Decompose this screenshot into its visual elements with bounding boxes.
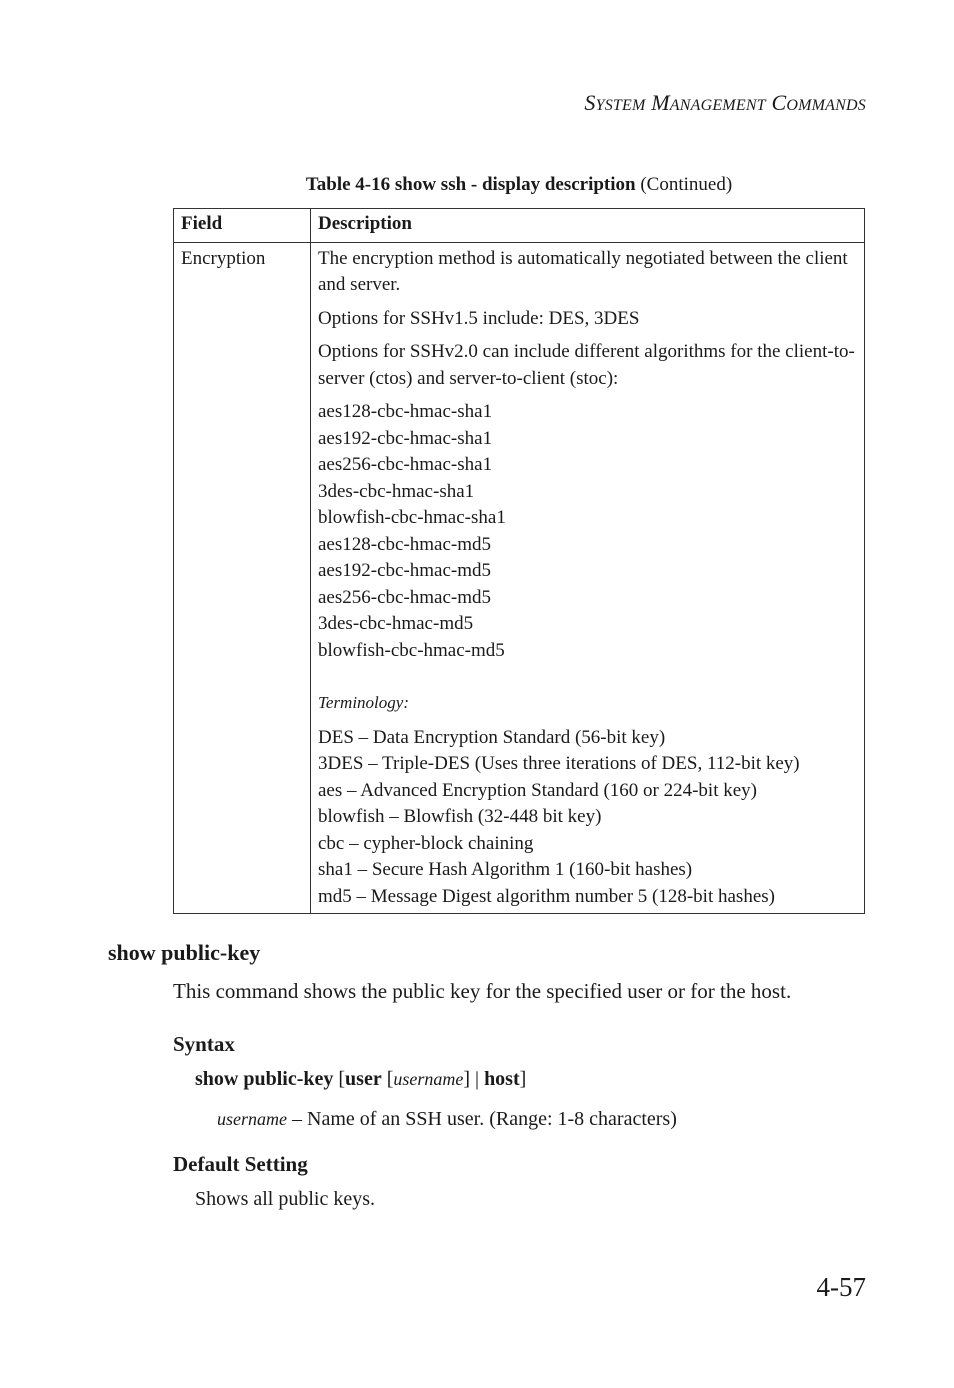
table-caption-label: Table 4-16 show ssh - display description: [305, 174, 636, 195]
table-caption: [174, 174, 864, 196]
syntax-bracket: ] |: [463, 1068, 485, 1090]
terminology-item: 3DES – Triple-DES (Uses three iterations of DES, 112-bit key): [318, 753, 800, 774]
description-table: [173, 208, 865, 914]
spacer: [318, 664, 857, 688]
terminology-item: DES – Data Encryption Standard (56-bit key): [318, 726, 666, 748]
algorithm-list: [318, 399, 857, 664]
default-setting-heading: Default Setting: [173, 1152, 308, 1176]
column-header-field: Field: [174, 209, 311, 243]
syntax-bracket: [: [333, 1068, 346, 1090]
field-cell: Encryption: [174, 242, 311, 914]
algorithm-item: blowfish-cbc-hmac-md5: [318, 639, 505, 661]
syntax-heading: Syntax: [173, 1032, 235, 1056]
syntax-username-param: username: [393, 1069, 464, 1089]
description-cell: [311, 242, 865, 914]
running-head: SYSTEM MANAGEMENT COMMANDS: [584, 90, 866, 115]
table-caption-suffix: (Continued): [640, 174, 733, 195]
parameter-name: username: [217, 1109, 287, 1129]
syntax-bracket: ]: [519, 1068, 527, 1090]
algorithm-item: 3des-cbc-hmac-sha1: [318, 480, 475, 502]
algorithm-item: blowfish-cbc-hmac-sha1: [318, 507, 506, 528]
command-description: This command shows the public key for the specified user or for the host.: [173, 979, 792, 1003]
table-header-row: [174, 209, 865, 243]
parameter-line: [217, 1108, 677, 1131]
syntax-command: show public-key: [195, 1068, 334, 1090]
column-header-description: Description: [311, 209, 865, 243]
syntax-bracket: [: [381, 1068, 394, 1090]
description-paragraph: Options for SSHv1.5 include: DES, 3DES: [318, 307, 640, 329]
terminology-item: aes – Advanced Encryption Standard (160 or 224-bit key): [318, 779, 757, 801]
terminology-label: Terminology:: [318, 693, 409, 712]
algorithm-item: aes128-cbc-hmac-md5: [318, 533, 492, 555]
page-number: 4-57: [816, 1272, 866, 1302]
syntax-host-keyword: host: [484, 1068, 520, 1090]
algorithm-item: aes192-cbc-hmac-md5: [318, 560, 492, 581]
algorithm-item: aes128-cbc-hmac-sha1: [318, 401, 493, 422]
algorithm-item: aes256-cbc-hmac-sha1: [318, 454, 493, 475]
terminology-item: blowfish – Blowfish (32-448 bit key): [318, 806, 602, 827]
table-row: [174, 242, 865, 914]
algorithm-item: aes192-cbc-hmac-sha1: [318, 427, 493, 449]
default-setting-text: Shows all public keys.: [195, 1188, 375, 1210]
description-paragraph: The encryption method is automatically negotiated between the client and server.: [318, 247, 848, 295]
terminology-item: md5 – Message Digest algorithm number 5 (128-bit hashes): [318, 885, 775, 907]
command-title: show public-key: [108, 940, 261, 965]
algorithm-item: aes256-cbc-hmac-md5: [318, 586, 492, 608]
terminology-item: sha1 – Secure Hash Algorithm 1 (160-bit hashes): [318, 859, 693, 880]
syntax-user-keyword: user: [345, 1068, 382, 1090]
terminology-list: [318, 725, 857, 911]
description-paragraph: Options for SSHv2.0 can include different algorithms for the client-to-server (ctos) and server-to-client (stoc):: [318, 341, 855, 389]
syntax-line: [195, 1068, 526, 1091]
parameter-description: – Name of an SSH user. (Range: 1-8 characters): [287, 1108, 677, 1130]
algorithm-item: 3des-cbc-hmac-md5: [318, 613, 474, 634]
terminology-item: cbc – cypher-block chaining: [318, 832, 534, 854]
